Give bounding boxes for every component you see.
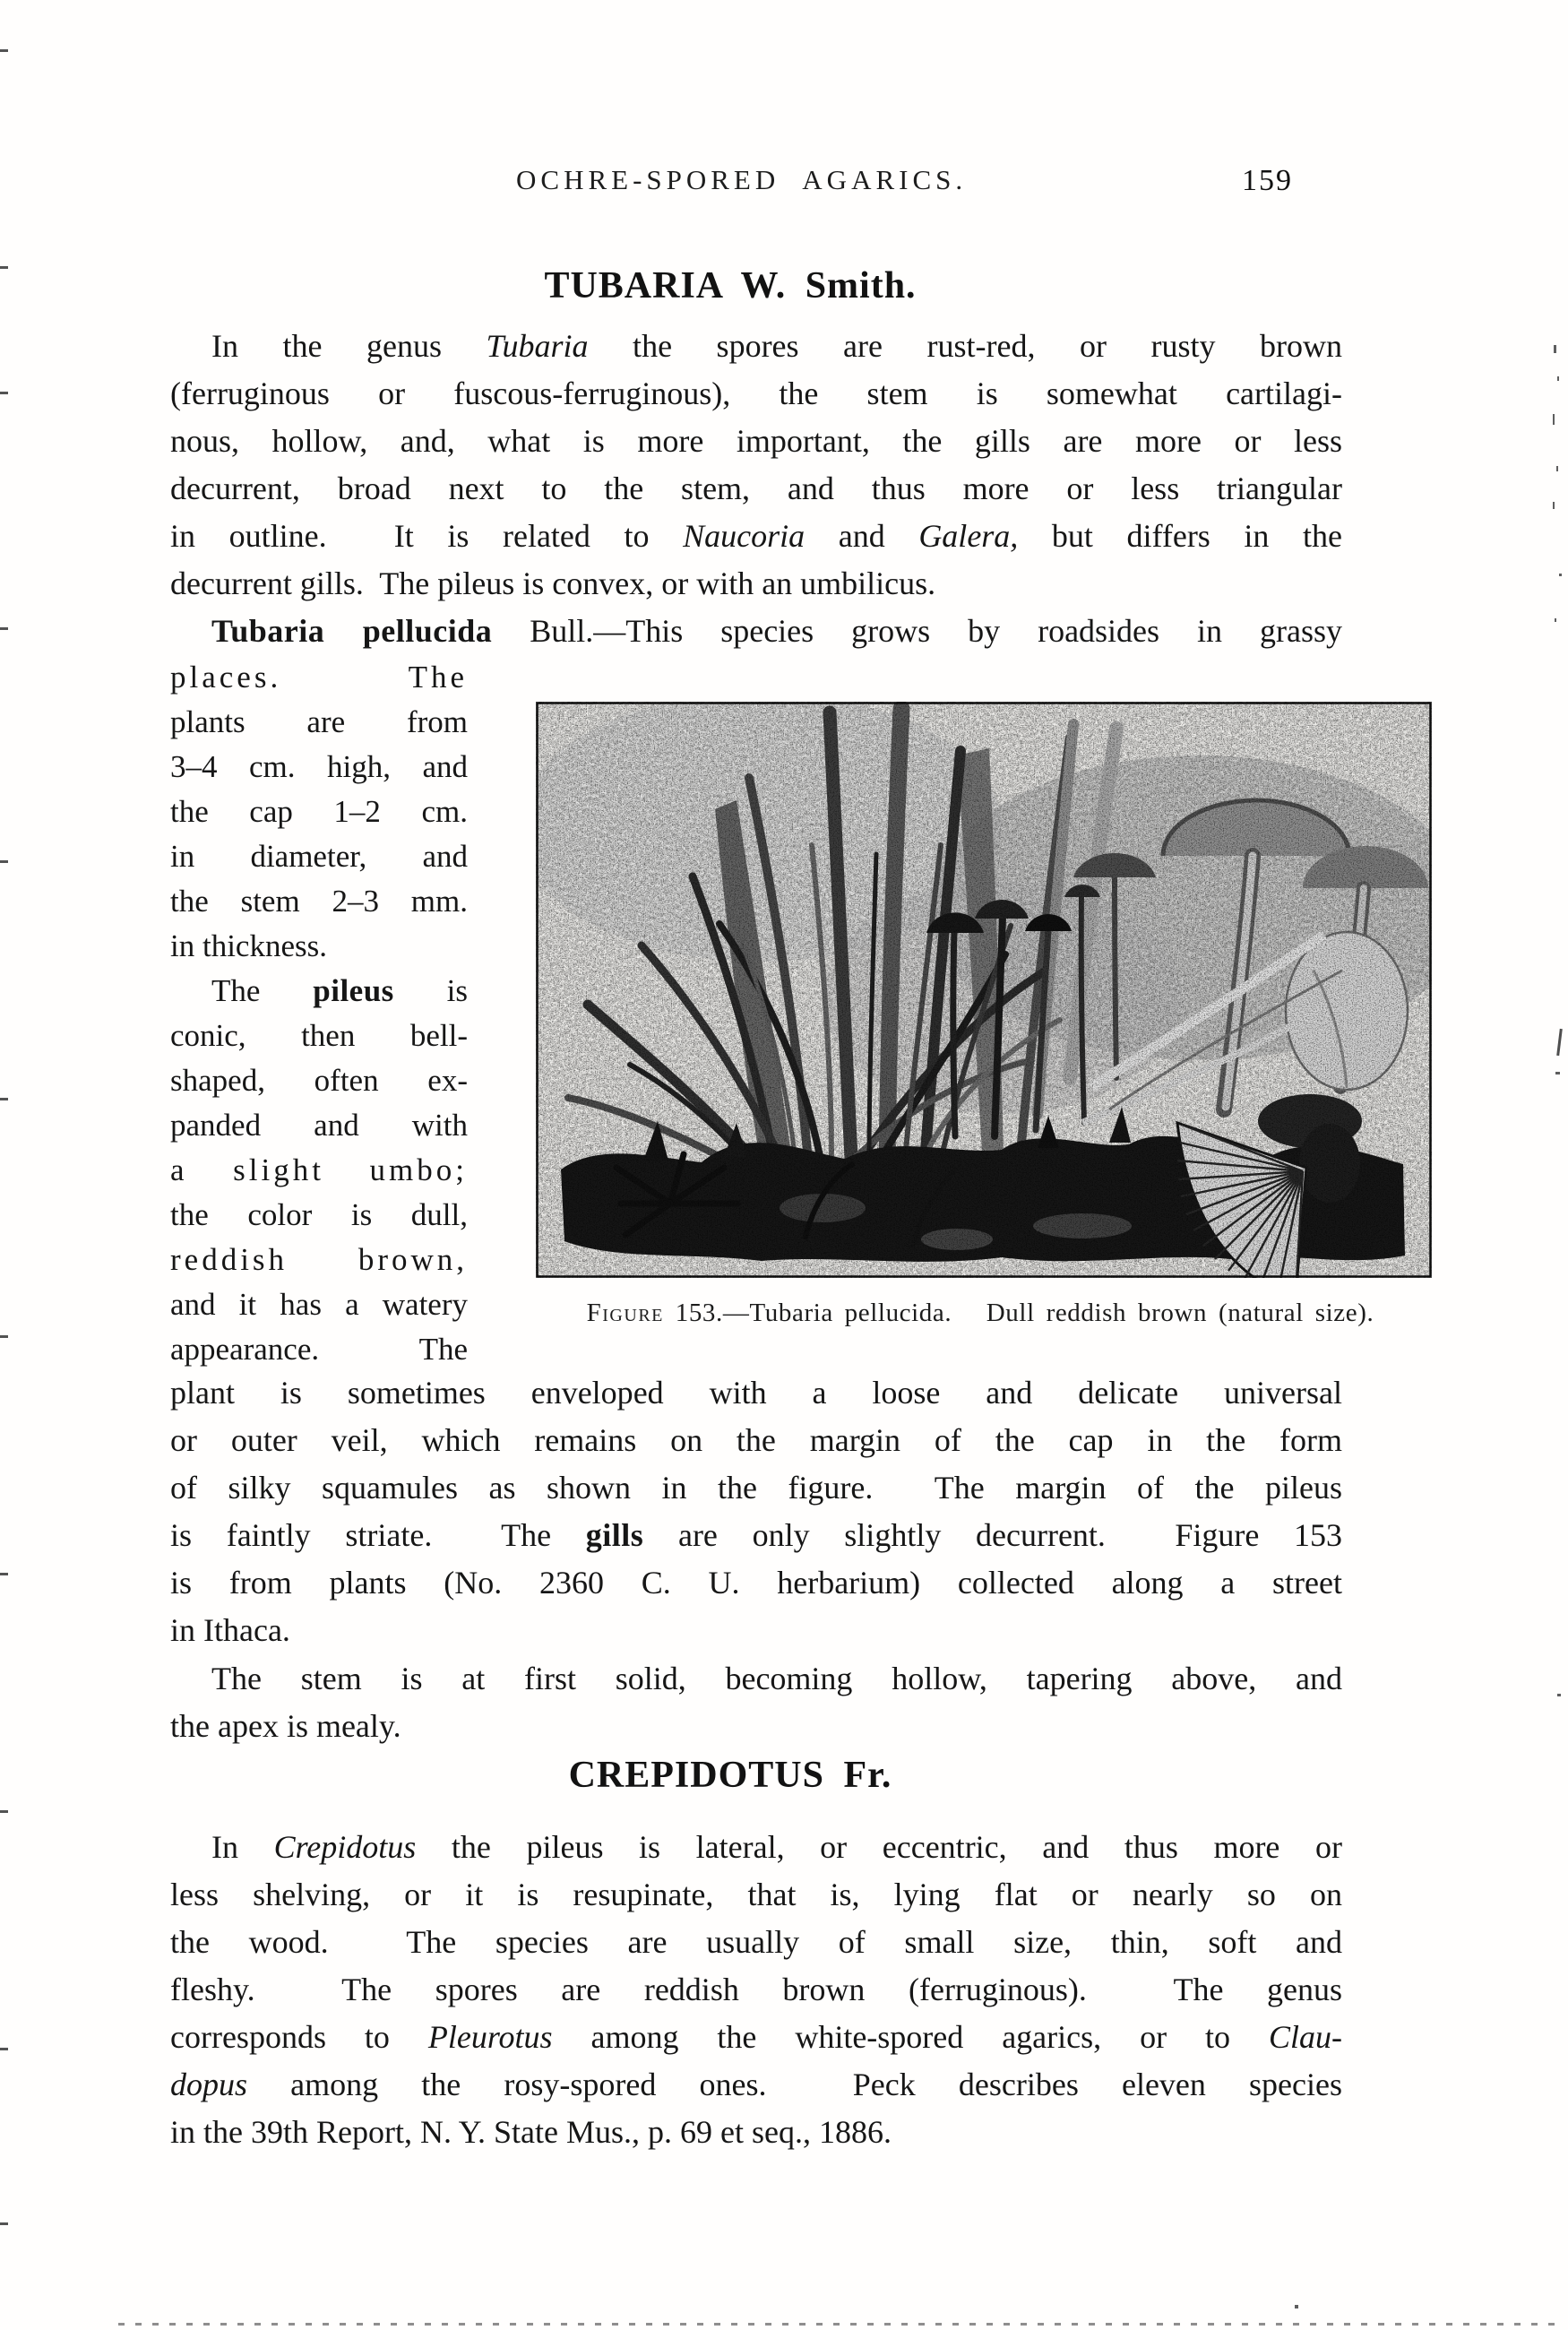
- scan-artifact: [1554, 345, 1556, 353]
- text-line: fleshy. The spores are reddish brown (ferruginous). The genus: [170, 1972, 1342, 2007]
- scan-artifact: [1553, 502, 1555, 509]
- scan-artifact: [0, 1573, 8, 1575]
- text-line: is faintly striate. The gills are only slightly decurrent. Figure 153: [170, 1517, 1343, 1553]
- text-line: places. The: [170, 660, 468, 695]
- scan-artifact: [0, 49, 8, 52]
- text-line: less shelving, or it is resupinate, that is, lying flat or nearly so on: [170, 1877, 1342, 1912]
- scan-artifact: [0, 1098, 8, 1100]
- scan-artifact: [0, 860, 8, 863]
- text-line: in the 39th Report, N. Y. State Mus., p. 69 et seq., 1886.: [170, 2114, 892, 2150]
- figure-caption-text: 153.—Tubaria pellucida. Dull reddish brown (natural size).: [663, 1299, 1374, 1327]
- text-line: The stem is at first solid, becoming hollow, tapering above, and: [211, 1661, 1342, 1696]
- scan-artifact: [0, 2222, 8, 2225]
- text-line: is from plants (No. 2360 C. U. herbarium) collected along a street: [170, 1565, 1342, 1601]
- tubaria-section-heading: TUBARIA W. Smith.: [544, 265, 917, 306]
- text-line: or outer veil, which remains on the margin of the cap in the form: [170, 1422, 1342, 1458]
- text-line: in thickness.: [170, 928, 327, 963]
- scan-artifact: [0, 392, 8, 394]
- running-head: [0, 164, 1568, 203]
- scan-artifact: [1555, 618, 1556, 622]
- text-line: reddish brown,: [170, 1242, 468, 1277]
- text-line: The pileus is: [211, 973, 468, 1008]
- text-line: (ferruginous or fuscous-ferruginous), the stem is somewhat cartilagi-: [170, 375, 1342, 411]
- text-line: the apex is mealy.: [170, 1708, 401, 1744]
- scan-artifact: [1557, 1694, 1561, 1696]
- scan-artifact: [1553, 414, 1555, 425]
- scan-artifact: [1556, 466, 1558, 471]
- text-line: in Ithaca.: [170, 1612, 290, 1648]
- scan-artifact: [0, 2048, 8, 2050]
- text-line: the color is dull,: [170, 1197, 468, 1232]
- text-line: appearance. The: [170, 1332, 468, 1367]
- figure-153-frame: [536, 702, 1432, 1278]
- figure-caption-label: Figure: [586, 1299, 664, 1327]
- text-line: and it has a watery: [170, 1287, 468, 1322]
- scan-artifact: [0, 1335, 8, 1338]
- scan-artifact: [1559, 574, 1562, 576]
- text-line: corresponds to Pleurotus among the white-spored agarics, or to Clau-: [170, 2019, 1342, 2055]
- scan-artifact: [0, 1810, 8, 1813]
- text-line: plants are from: [170, 704, 468, 739]
- scan-artifact: [1555, 1072, 1560, 1074]
- text-line: nous, hollow, and, what is more important, the gills are more or less: [170, 423, 1342, 459]
- text-line: the stem 2–3 mm.: [170, 884, 468, 919]
- tubaria-stem-paragraph: [170, 1655, 1342, 1750]
- text-line: decurrent, broad next to the stem, and thus more or less triangular: [170, 470, 1342, 506]
- text-line: conic, then bell-: [170, 1018, 468, 1053]
- crepidotus-paragraph: [170, 1824, 1342, 2156]
- scan-artifact: [0, 266, 8, 269]
- text-line: the cap 1–2 cm.: [170, 794, 468, 829]
- scan-artifact: [1295, 2305, 1298, 2308]
- tubaria-intro-paragraph: [170, 323, 1342, 608]
- text-line: shaped, often ex-: [170, 1063, 468, 1098]
- text-line: Tubaria pellucida Bull.—This species grows by roadsides in grassy: [211, 613, 1342, 649]
- mushroom-halftone-illustration: [536, 702, 1432, 1278]
- page-number: 159: [1242, 164, 1293, 197]
- scan-artifact: [0, 627, 8, 630]
- text-line: a slight umbo;: [170, 1152, 468, 1187]
- scan-artifact: [1557, 376, 1559, 381]
- scan-artifact: [1556, 1029, 1563, 1056]
- text-line: in diameter, and: [170, 839, 468, 874]
- text-line: in outline. It is related to Naucoria and Galera, but differs in the: [170, 518, 1342, 554]
- left-text-column: [170, 655, 468, 1372]
- text-line: In the genus Tubaria the spores are rust-red, or rusty brown: [211, 328, 1342, 364]
- text-line: decurrent gills. The pileus is convex, or with an umbilicus.: [170, 565, 936, 601]
- text-line: plant is sometimes enveloped with a loose and delicate universal: [170, 1375, 1342, 1411]
- text-line: dopus among the rosy-spored ones. Peck describes eleven species: [170, 2067, 1342, 2102]
- text-line: of silky squamules as shown in the figure. The margin of the pileus: [170, 1470, 1342, 1506]
- crepidotus-section-heading: CREPIDOTUS Fr.: [568, 1755, 892, 1796]
- running-title: OCHRE-SPORED AGARICS.: [516, 164, 968, 195]
- scan-artifact-bottom-edge: [118, 2323, 1563, 2326]
- tubaria-continuation-paragraph: [170, 1369, 1342, 1654]
- text-line: In Crepidotus the pileus is lateral, or eccentric, and thus more or: [211, 1829, 1342, 1865]
- figure-caption: [536, 1299, 1425, 1328]
- text-line: the wood. The species are usually of small size, thin, soft and: [170, 1924, 1342, 1960]
- text-line: 3–4 cm. high, and: [170, 749, 468, 784]
- tubaria-pellucida-lead-line: [170, 608, 1342, 655]
- text-line: panded and with: [170, 1108, 468, 1143]
